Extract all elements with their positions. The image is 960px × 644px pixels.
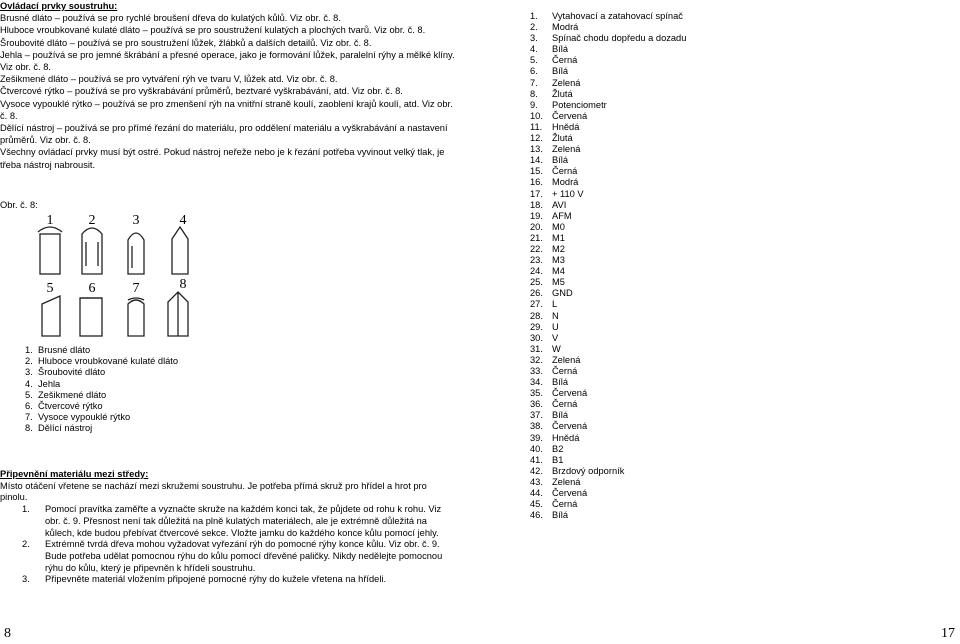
item-number: 18. — [530, 199, 543, 210]
fig-label-1: 1 — [46, 213, 54, 228]
list-item — [530, 211, 770, 222]
item-label: Zelená — [552, 354, 581, 365]
list-item — [530, 344, 770, 355]
item-number: 10. — [530, 110, 543, 121]
item-number: 4. — [25, 378, 33, 389]
item-label: Červená — [552, 388, 588, 399]
item-number: 3. — [530, 33, 538, 44]
tools-legend — [25, 345, 178, 435]
item-label: Bílá — [552, 155, 569, 166]
list-item — [530, 144, 770, 155]
item-label: V — [552, 332, 559, 343]
item-number: 41. — [530, 454, 543, 465]
list-item — [530, 366, 770, 377]
list-item — [25, 345, 178, 356]
paragraph: Dělící nástroj – používá se pro přímé řezání do materiálu, pro oddělení materiálu a vyškrabávání a nastavení průměrů. Viz obr. č. 8. — [0, 123, 448, 146]
item-number: 11. — [530, 121, 543, 132]
item-label: Černá — [552, 399, 578, 410]
item-label: Hnědá — [552, 121, 580, 132]
list-item — [530, 177, 770, 188]
list-item — [530, 22, 770, 33]
figure-caption: Obr. č. 8: — [0, 200, 38, 210]
list-item — [530, 33, 770, 44]
item-label: Modrá — [552, 177, 579, 188]
item-label: Černá — [552, 499, 578, 510]
wiring-legend — [530, 11, 770, 521]
list-item — [530, 133, 770, 144]
item-number: 2. — [530, 22, 538, 33]
item-label: L — [552, 299, 558, 310]
item-number: 38. — [530, 421, 543, 432]
paragraph: Hluboce vroubkované kulaté dláto – používá se pro soustružení kulatých a plochých tvarů. Viz obr. č. 8. — [0, 25, 426, 36]
list-item — [530, 388, 770, 399]
item-number: 5. — [25, 389, 33, 400]
item-number: 1. — [530, 11, 538, 21]
item-label: Červená — [552, 110, 588, 121]
item-label: Dělící nástroj — [38, 423, 93, 434]
paragraph: Všechny ovládací prvky musí být ostré. Pokud nástroj neřeže nebo je k řezání potřeba vyvinout velký tlak, je třeba nástroj nabrousit. — [0, 147, 445, 170]
list-item — [0, 574, 455, 586]
item-label: Jehla — [38, 378, 61, 389]
step-text: Pomocí pravítka zaměřte a vyznačte skruže na každém konci tak, že půjdete od rohu k rohu. Viz obr. č. 9. Přesnost není tak důležitá na plně kulatých materiálech, ale je extrémně důležitá na kůlech, kde budou přebívat čtvercové sekce. Vložte jamku do každého konce kůlu pomocí jehly. — [45, 504, 442, 538]
list-item — [530, 222, 770, 233]
tools-description — [0, 12, 455, 171]
list-item — [530, 189, 770, 200]
list-item — [530, 166, 770, 177]
list-item — [530, 244, 770, 255]
material-mounting-section — [0, 469, 455, 586]
fig-label-3: 3 — [132, 213, 140, 228]
item-number: 37. — [530, 410, 543, 421]
fig-label-4: 4 — [179, 213, 187, 228]
item-label: Zelená — [552, 144, 581, 155]
item-label: U — [552, 321, 559, 332]
item-number: 36. — [530, 399, 543, 410]
item-number: 44. — [530, 488, 543, 499]
item-number: 14. — [530, 155, 543, 166]
item-label: Bílá — [552, 510, 569, 521]
item-label: AFM — [552, 210, 572, 221]
tools-section — [0, 0, 455, 171]
item-number: 19. — [530, 210, 543, 221]
figure-8 — [0, 200, 220, 340]
list-item — [530, 322, 770, 333]
step-text: Připevněte materiál vložením připojené pomocné rýhy do kužele vřetena na hřídeli. — [45, 574, 387, 585]
item-label: Zelená — [552, 77, 581, 88]
item-label: Potenciometr — [552, 99, 607, 110]
item-label: M0 — [552, 221, 565, 232]
item-number: 9. — [530, 99, 538, 110]
item-label: Šroubovité dláto — [38, 367, 106, 378]
item-number: 24. — [530, 266, 543, 277]
item-label: Žlutá — [552, 133, 573, 144]
item-number: 8. — [25, 423, 33, 434]
step-number: 3. — [22, 574, 30, 585]
list-item — [530, 377, 770, 388]
list-item — [530, 277, 770, 288]
item-label: M4 — [552, 266, 565, 277]
item-label: Brzdový odporník — [552, 465, 625, 476]
item-number: 22. — [530, 243, 543, 254]
item-number: 26. — [530, 288, 543, 299]
item-label: Bílá — [552, 410, 569, 421]
list-item — [530, 11, 770, 22]
list-item — [25, 390, 178, 401]
list-item — [25, 401, 178, 412]
fig-label-7: 7 — [132, 281, 140, 296]
item-number: 21. — [530, 232, 543, 243]
item-number: 31. — [530, 343, 543, 354]
item-number: 23. — [530, 255, 543, 266]
item-label: Zešikmené dláto — [38, 389, 107, 400]
list-item — [530, 421, 770, 432]
item-number: 39. — [530, 432, 543, 443]
list-item — [530, 311, 770, 322]
item-number: 16. — [530, 177, 543, 188]
item-label: Černá — [552, 366, 578, 376]
paragraph: Zešikmené dláto – používá se pro vytváření rýh ve tvaru V, lůžek atd. Viz obr. č. 8. — [0, 74, 338, 85]
item-number: 6. — [25, 401, 33, 412]
list-item — [530, 333, 770, 344]
item-label: Žlutá — [552, 88, 573, 99]
item-number: 8. — [530, 88, 538, 99]
list-item — [530, 55, 770, 66]
item-number: 43. — [530, 476, 543, 487]
item-label: Červená — [552, 421, 588, 432]
list-item — [530, 355, 770, 366]
item-label: Bílá — [552, 44, 569, 55]
list-item — [530, 155, 770, 166]
fig-label-5: 5 — [46, 281, 54, 296]
paragraph: Brusné dláto – používá se pro rychlé broušení dřeva do kulatých kůlů. Viz obr. č. 8. — [0, 13, 341, 24]
list-item — [530, 66, 770, 77]
list-item — [530, 410, 770, 421]
item-label: Zelená — [552, 476, 581, 487]
section-intro: Místo otáčení vřetene se nachází mezi skružemi soustruhu. Je potřeba přímá skruž pro hřídel a hrot pro pinolu. — [0, 480, 427, 503]
item-label: M5 — [552, 277, 565, 288]
list-item — [530, 477, 770, 488]
list-item — [25, 367, 178, 378]
item-number: 3. — [25, 367, 33, 378]
step-number: 2. — [22, 539, 30, 550]
item-number: 33. — [530, 366, 543, 376]
item-number: 40. — [530, 443, 543, 454]
item-label: Červená — [552, 488, 588, 499]
list-item — [530, 255, 770, 266]
list-item — [530, 499, 770, 510]
list-item — [530, 299, 770, 310]
item-label: Černá — [552, 55, 578, 66]
list-item — [25, 412, 178, 423]
item-label: B2 — [552, 443, 564, 454]
fig-label-2: 2 — [88, 213, 96, 228]
item-number: 2. — [25, 356, 33, 367]
item-label: Čtvercové rýtko — [38, 401, 103, 412]
item-number: 35. — [530, 388, 543, 399]
item-label: Spínač chodu dopředu a dozadu — [552, 33, 687, 44]
item-label: M1 — [552, 232, 565, 243]
paragraph: Jehla – používá se pro jemné škrábání a přesné operace, jako je formování lůžek, paralelní rýhy a mělké klíny. Viz obr. č. 8. — [0, 49, 455, 73]
list-item — [530, 233, 770, 244]
list-item — [25, 379, 178, 390]
page-number-right: 17 — [941, 626, 955, 641]
item-label: Bílá — [552, 66, 569, 77]
section-heading: Ovládací prvky soustruhu: — [0, 1, 118, 11]
item-number: 29. — [530, 321, 543, 332]
list-item — [530, 44, 770, 55]
item-number: 32. — [530, 354, 543, 365]
item-label: + 110 V — [552, 188, 584, 199]
list-item — [530, 288, 770, 299]
paragraph: Šroubovité dláto – používá se pro soustružení lůžek, žlábků a dalších detailů. Viz obr. č. 8. — [0, 37, 372, 48]
fig-label-8: 8 — [179, 277, 187, 292]
list-item — [530, 510, 770, 521]
item-label: M2 — [552, 243, 565, 254]
item-label: N — [552, 310, 559, 321]
list-item — [530, 455, 770, 466]
item-label: GND — [552, 288, 573, 299]
item-number: 45. — [530, 499, 543, 510]
list-item — [0, 504, 455, 539]
item-number: 27. — [530, 299, 543, 310]
paragraph: Vysoce vypouklé rýtko – používá se pro zmenšení rýh na vnitřní straně koulí, zaoblení krajů koulí, atd. Viz obr. č. 8. — [0, 98, 453, 121]
page-number-left: 8 — [4, 626, 11, 641]
item-number: 20. — [530, 221, 543, 232]
item-number: 12. — [530, 133, 543, 144]
fig-label-6: 6 — [88, 281, 96, 296]
item-number: 17. — [530, 188, 543, 199]
item-number: 28. — [530, 310, 543, 321]
item-label: W — [552, 343, 561, 354]
item-label: M3 — [552, 255, 565, 266]
item-number: 5. — [530, 55, 538, 66]
item-number: 7. — [530, 77, 538, 88]
item-number: 7. — [25, 412, 33, 423]
item-number: 6. — [530, 66, 538, 77]
list-item — [530, 466, 770, 477]
paragraph: Čtvercové rýtko – používá se pro vyškrabávání průměrů, beztvaré vyškrabávání, atd. Viz obr. č. 8. — [0, 86, 403, 97]
item-label: Brusné dláto — [38, 345, 91, 355]
list-item — [25, 423, 178, 434]
item-label: B1 — [552, 454, 564, 465]
item-label: AVI — [552, 199, 567, 210]
tools-illustration — [20, 212, 240, 347]
item-label: Bílá — [552, 377, 569, 388]
section-heading: Připevnění materiálu mezi středy: — [0, 469, 149, 479]
list-item — [25, 356, 178, 367]
item-number: 4. — [530, 44, 538, 55]
item-number: 15. — [530, 166, 543, 177]
item-number: 46. — [530, 510, 543, 521]
item-label: Vytahovací a zatahovací spínač — [552, 11, 683, 21]
list-item — [530, 444, 770, 455]
item-number: 34. — [530, 377, 543, 388]
step-text: Extrémně tvrdá dřeva mohou vyžadovat vyřezání rýh do pomocné rýhy konce kůlu. Viz obr. č. 9. Bude potřeba udělat pomocnou rýhu do kůlu pomocí dřevěné paličky. Nikdy nedělejte pomocnou rýhu do kůlu, který je připevněn k hřídeli soustruhu. — [45, 539, 443, 573]
item-label: Hluboce vroubkované kulaté dláto — [38, 356, 179, 367]
list-item — [530, 111, 770, 122]
item-number: 1. — [25, 345, 33, 355]
item-number: 42. — [530, 465, 543, 476]
list-item — [530, 78, 770, 89]
item-label: Hnědá — [552, 432, 580, 443]
item-label: Černá — [552, 166, 578, 177]
list-item — [0, 539, 455, 574]
item-label: Modrá — [552, 22, 579, 33]
item-number: 30. — [530, 332, 543, 343]
list-item — [530, 200, 770, 211]
item-label: Vysoce vypouklé rýtko — [38, 412, 131, 423]
list-item — [530, 89, 770, 100]
list-item — [530, 488, 770, 499]
list-item — [530, 100, 770, 111]
steps-list — [0, 504, 455, 586]
list-item — [530, 433, 770, 444]
list-item — [530, 266, 770, 277]
list-item — [530, 122, 770, 133]
item-number: 13. — [530, 144, 543, 155]
item-number: 25. — [530, 277, 543, 288]
step-number: 1. — [22, 504, 30, 515]
list-item — [530, 399, 770, 410]
